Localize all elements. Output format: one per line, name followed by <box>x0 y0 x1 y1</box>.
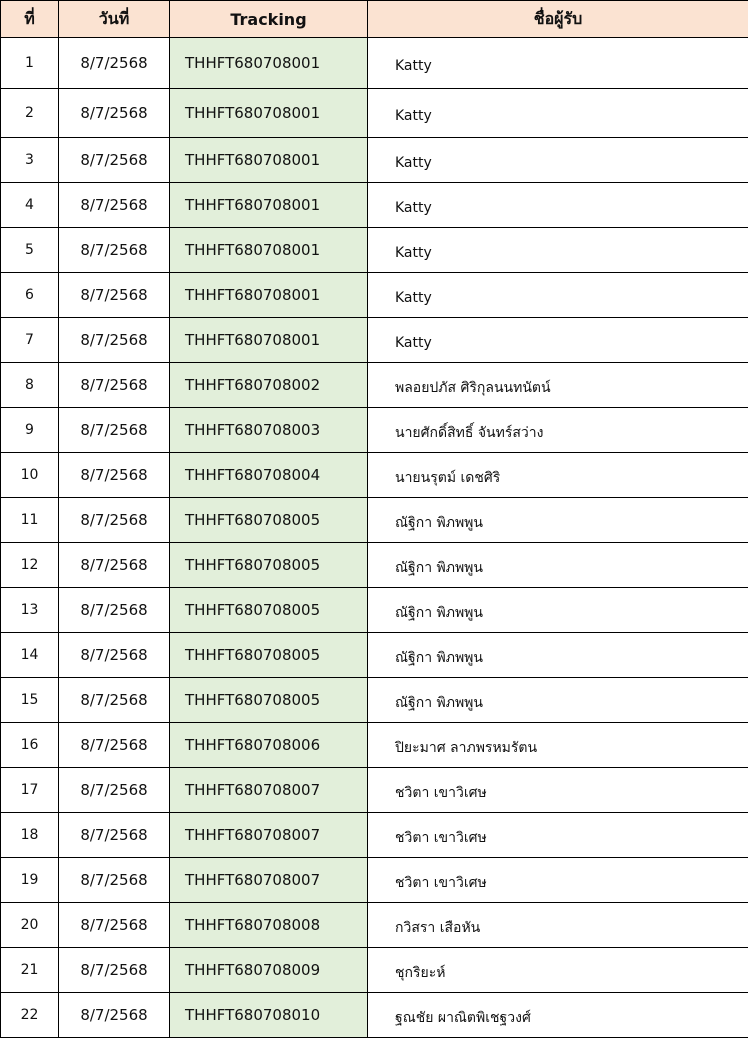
table-row <box>1 813 748 858</box>
cell-tracking: THHFT680708001 <box>170 318 368 363</box>
cell-recipient: นายศักดิ์สิทธิ์ จันทร์สว่าง <box>368 408 748 453</box>
cell-recipient: Katty <box>368 138 748 183</box>
cell-date: 8/7/2568 <box>59 38 170 89</box>
cell-no: 6 <box>1 273 59 318</box>
cell-no: 14 <box>1 633 59 678</box>
table-row <box>1 138 748 183</box>
header-recipient: ชื่อผู้รับ <box>368 1 748 38</box>
cell-recipient: Katty <box>368 228 748 273</box>
cell-date: 8/7/2568 <box>59 723 170 768</box>
cell-tracking: THHFT680708007 <box>170 768 368 813</box>
table-row <box>1 318 748 363</box>
cell-recipient: ฐณชัย ผาณิตพิเชฐวงศ์ <box>368 993 748 1038</box>
cell-recipient: ณัฐิกา พิภพพูน <box>368 543 748 588</box>
cell-date: 8/7/2568 <box>59 363 170 408</box>
cell-recipient: ชุกริยะห์ <box>368 948 748 993</box>
cell-no: 10 <box>1 453 59 498</box>
cell-tracking: THHFT680708001 <box>170 89 368 138</box>
cell-tracking: THHFT680708001 <box>170 138 368 183</box>
cell-tracking: THHFT680708004 <box>170 453 368 498</box>
cell-no: 15 <box>1 678 59 723</box>
cell-recipient: Katty <box>368 89 748 138</box>
cell-no: 21 <box>1 948 59 993</box>
table-row <box>1 228 748 273</box>
cell-tracking: THHFT680708003 <box>170 408 368 453</box>
cell-tracking: THHFT680708002 <box>170 363 368 408</box>
cell-date: 8/7/2568 <box>59 993 170 1038</box>
table-row <box>1 38 748 89</box>
cell-tracking: THHFT680708007 <box>170 858 368 903</box>
table-row <box>1 678 748 723</box>
header-row <box>1 1 748 38</box>
cell-recipient: Katty <box>368 38 748 89</box>
cell-tracking: THHFT680708006 <box>170 723 368 768</box>
cell-tracking: THHFT680708001 <box>170 183 368 228</box>
cell-no: 1 <box>1 38 59 89</box>
header-no: ที่ <box>1 1 59 38</box>
table-row <box>1 948 748 993</box>
cell-tracking: THHFT680708008 <box>170 903 368 948</box>
cell-date: 8/7/2568 <box>59 858 170 903</box>
cell-no: 11 <box>1 498 59 543</box>
header-date: วันที่ <box>59 1 170 38</box>
table-body <box>1 38 748 1038</box>
cell-no: 3 <box>1 138 59 183</box>
table-row <box>1 408 748 453</box>
table-row <box>1 633 748 678</box>
cell-date: 8/7/2568 <box>59 498 170 543</box>
cell-no: 22 <box>1 993 59 1038</box>
table-row <box>1 588 748 633</box>
cell-tracking: THHFT680708001 <box>170 38 368 89</box>
cell-tracking: THHFT680708001 <box>170 228 368 273</box>
table-row <box>1 453 748 498</box>
cell-recipient: ชวิตา เขาวิเศษ <box>368 858 748 903</box>
cell-date: 8/7/2568 <box>59 228 170 273</box>
cell-recipient: ชวิตา เขาวิเศษ <box>368 768 748 813</box>
cell-no: 17 <box>1 768 59 813</box>
cell-recipient: Katty <box>368 318 748 363</box>
cell-date: 8/7/2568 <box>59 903 170 948</box>
cell-tracking: THHFT680708010 <box>170 993 368 1038</box>
table-row <box>1 768 748 813</box>
table-row <box>1 993 748 1038</box>
table-row <box>1 903 748 948</box>
cell-recipient: ณัฐิกา พิภพพูน <box>368 588 748 633</box>
cell-tracking: THHFT680708005 <box>170 588 368 633</box>
cell-no: 7 <box>1 318 59 363</box>
cell-tracking: THHFT680708009 <box>170 948 368 993</box>
cell-date: 8/7/2568 <box>59 768 170 813</box>
table-row <box>1 183 748 228</box>
cell-date: 8/7/2568 <box>59 453 170 498</box>
cell-date: 8/7/2568 <box>59 588 170 633</box>
cell-date: 8/7/2568 <box>59 543 170 588</box>
cell-recipient: Katty <box>368 273 748 318</box>
cell-no: 5 <box>1 228 59 273</box>
header-tracking: Tracking <box>170 1 368 38</box>
cell-recipient: Katty <box>368 183 748 228</box>
cell-no: 9 <box>1 408 59 453</box>
cell-recipient: นายนรุตม์ เดชศิริ <box>368 453 748 498</box>
cell-recipient: กวิสรา เสือหัน <box>368 903 748 948</box>
cell-date: 8/7/2568 <box>59 678 170 723</box>
cell-date: 8/7/2568 <box>59 408 170 453</box>
cell-no: 2 <box>1 89 59 138</box>
cell-no: 16 <box>1 723 59 768</box>
table-row <box>1 858 748 903</box>
table-row <box>1 723 748 768</box>
cell-date: 8/7/2568 <box>59 318 170 363</box>
cell-recipient: ปิยะมาศ ลาภพรหมรัตน <box>368 723 748 768</box>
cell-recipient: ณัฐิกา พิภพพูน <box>368 498 748 543</box>
table-row <box>1 89 748 138</box>
cell-recipient: ณัฐิกา พิภพพูน <box>368 678 748 723</box>
cell-date: 8/7/2568 <box>59 89 170 138</box>
table-row <box>1 273 748 318</box>
cell-no: 20 <box>1 903 59 948</box>
cell-recipient: ณัฐิกา พิภพพูน <box>368 633 748 678</box>
cell-tracking: THHFT680708005 <box>170 543 368 588</box>
table-row <box>1 543 748 588</box>
cell-tracking: THHFT680708005 <box>170 498 368 543</box>
cell-date: 8/7/2568 <box>59 183 170 228</box>
cell-date: 8/7/2568 <box>59 138 170 183</box>
cell-tracking: THHFT680708005 <box>170 633 368 678</box>
cell-tracking: THHFT680708005 <box>170 678 368 723</box>
table-row <box>1 363 748 408</box>
cell-no: 12 <box>1 543 59 588</box>
cell-tracking: THHFT680708001 <box>170 273 368 318</box>
table-row <box>1 498 748 543</box>
cell-no: 8 <box>1 363 59 408</box>
cell-tracking: THHFT680708007 <box>170 813 368 858</box>
cell-no: 18 <box>1 813 59 858</box>
cell-recipient: พลอยปภัส ศิริกุลนนทนัตน์ <box>368 363 748 408</box>
cell-recipient: ชวิตา เขาวิเศษ <box>368 813 748 858</box>
cell-no: 4 <box>1 183 59 228</box>
cell-date: 8/7/2568 <box>59 273 170 318</box>
cell-no: 19 <box>1 858 59 903</box>
cell-no: 13 <box>1 588 59 633</box>
cell-date: 8/7/2568 <box>59 813 170 858</box>
cell-date: 8/7/2568 <box>59 948 170 993</box>
cell-date: 8/7/2568 <box>59 633 170 678</box>
